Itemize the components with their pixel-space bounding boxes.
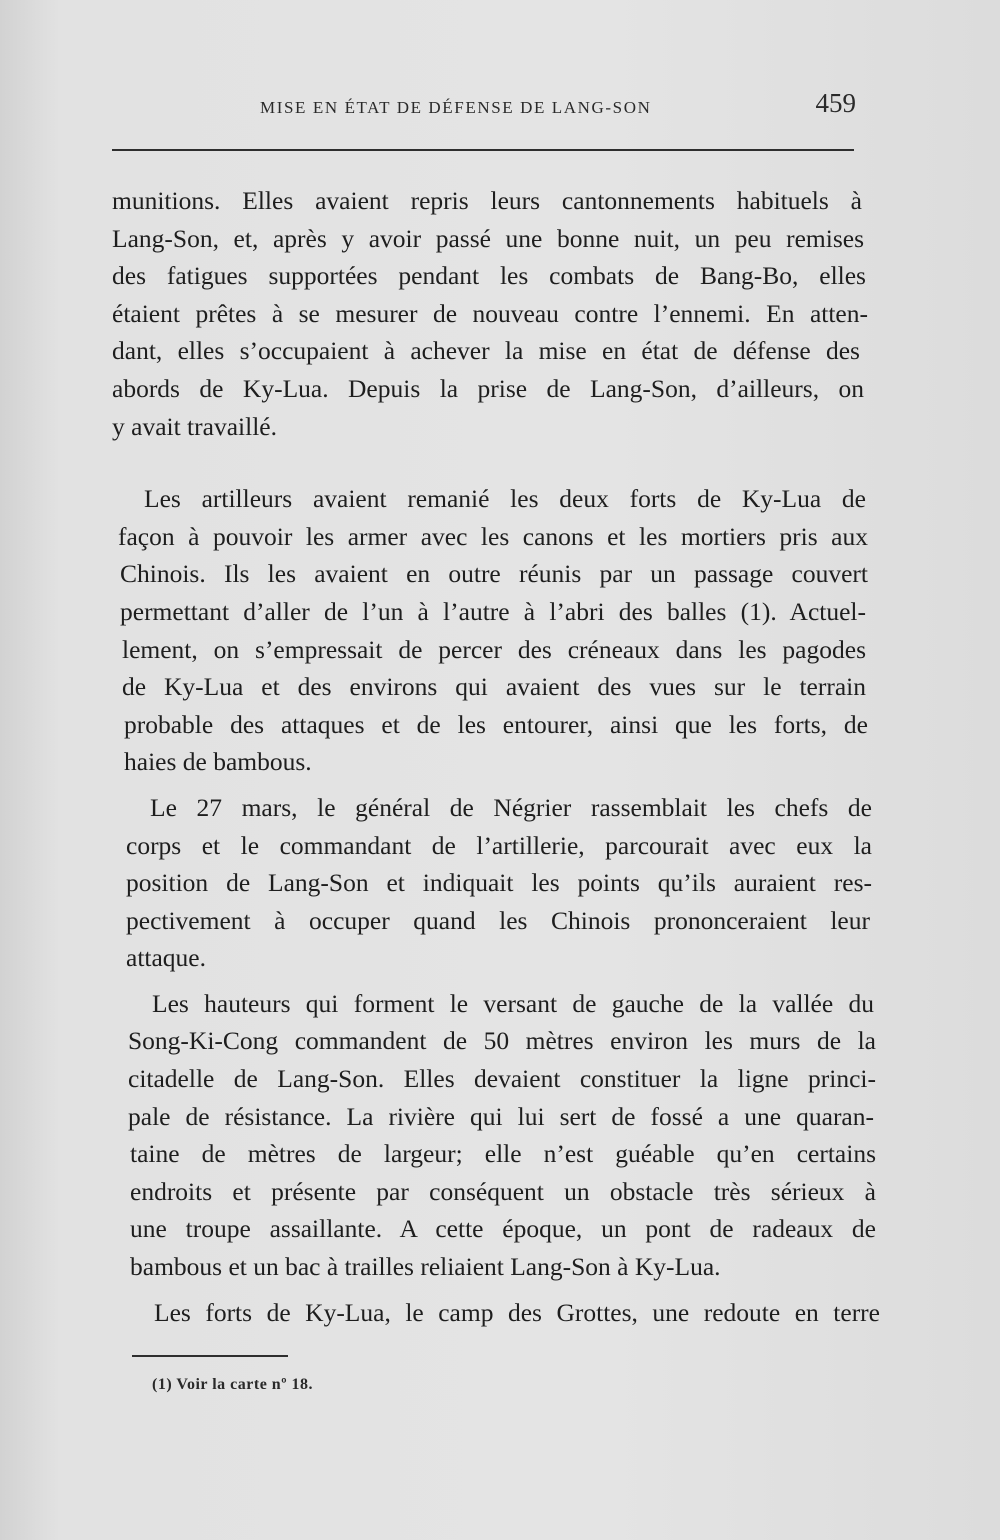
text-line: attaque. <box>126 943 206 973</box>
paragraph-4 <box>112 985 882 1286</box>
paragraph-2 <box>112 480 882 781</box>
text-line: Song-Ki-Cong commandent de 50 mètres environ les murs de la <box>128 1026 876 1056</box>
running-head <box>112 86 856 126</box>
text-line: munitions. Elles avaient repris leurs cantonnements habituels à <box>112 186 862 215</box>
paragraph-1 <box>112 182 882 445</box>
text-line: Chinois. Ils les avaient en outre réunis par un passage couvert <box>120 559 868 589</box>
text-line: des fatigues supportées pendant les combats de Bang-Bo, elles <box>112 261 866 291</box>
text-line: y avait travaillé. <box>112 411 277 441</box>
text-line: abords de Ky-Lua. Depuis la prise de Lang-Son, d’ailleurs, on <box>112 373 864 403</box>
text-line: corps et le commandant de l’artillerie, parcourait avec eux la <box>126 830 872 860</box>
text-line: permettant d’aller de l’un à l’autre à l’abri des balles (1). Actuel- <box>120 596 866 626</box>
running-title: MISE EN ÉTAT DE DÉFENSE DE LANG-SON <box>260 98 652 117</box>
header-rule <box>112 149 854 151</box>
paragraph-5 <box>112 1294 882 1332</box>
text-line: citadelle de Lang-Son. Elles devaient constituer la ligne princi- <box>128 1064 876 1094</box>
text-line: Lang-Son, et, après y avoir passé une bonne nuit, un peu remises <box>112 223 864 253</box>
text-line: taine de mètres de largeur; elle n’est guéable qu’en certains <box>130 1139 876 1169</box>
text-line: de Ky-Lua et des environs qui avaient des vues sur le terrain <box>122 672 866 702</box>
text-line: Les hauteurs qui forment le versant de gauche de la vallée du <box>152 988 874 1018</box>
body-text <box>112 182 882 1331</box>
footnote: (1) Voir la carte nº 18. <box>152 1376 313 1393</box>
text-line: pale de résistance. La rivière qui lui sert de fossé a une quaran- <box>128 1101 874 1131</box>
text-line: bambous et un bac à trailles reliaient Lang-Son à Ky-Lua. <box>130 1252 721 1282</box>
paragraph-3 <box>112 789 882 977</box>
text-line: Les artilleurs avaient remanié les deux forts de Ky-Lua de <box>144 484 866 514</box>
text-line: Les forts de Ky-Lua, le camp des Grottes, une redoute en terre <box>154 1297 880 1327</box>
text-line: dant, elles s’occupaient à achever la mise en état de défense des <box>112 336 860 366</box>
text-line: une troupe assaillante. A cette époque, un pont de radeaux de <box>130 1214 876 1244</box>
footnote-rule <box>132 1355 288 1357</box>
text-line: façon à pouvoir les armer avec les canons et les mortiers pris aux <box>118 521 868 551</box>
text-line: pectivement à occuper quand les Chinois prononceraient leur <box>126 905 870 935</box>
text-line: lement, on s’empressait de percer des créneaux dans les pagodes <box>122 634 866 664</box>
text-line: position de Lang-Son et indiquait les points qu’ils auraient res- <box>126 868 872 898</box>
text-line: Le 27 mars, le général de Négrier rassemblait les chefs de <box>150 792 872 822</box>
text-line: endroits et présente par conséquent un obstacle très sérieux à <box>130 1176 876 1206</box>
text-line: probable des attaques et de les entourer, ainsi que les forts, de <box>124 709 868 739</box>
page-number: 459 <box>815 88 856 118</box>
text-line: étaient prêtes à se mesurer de nouveau contre l’ennemi. En atten- <box>112 298 868 328</box>
text-line: haies de bambous. <box>124 747 312 777</box>
